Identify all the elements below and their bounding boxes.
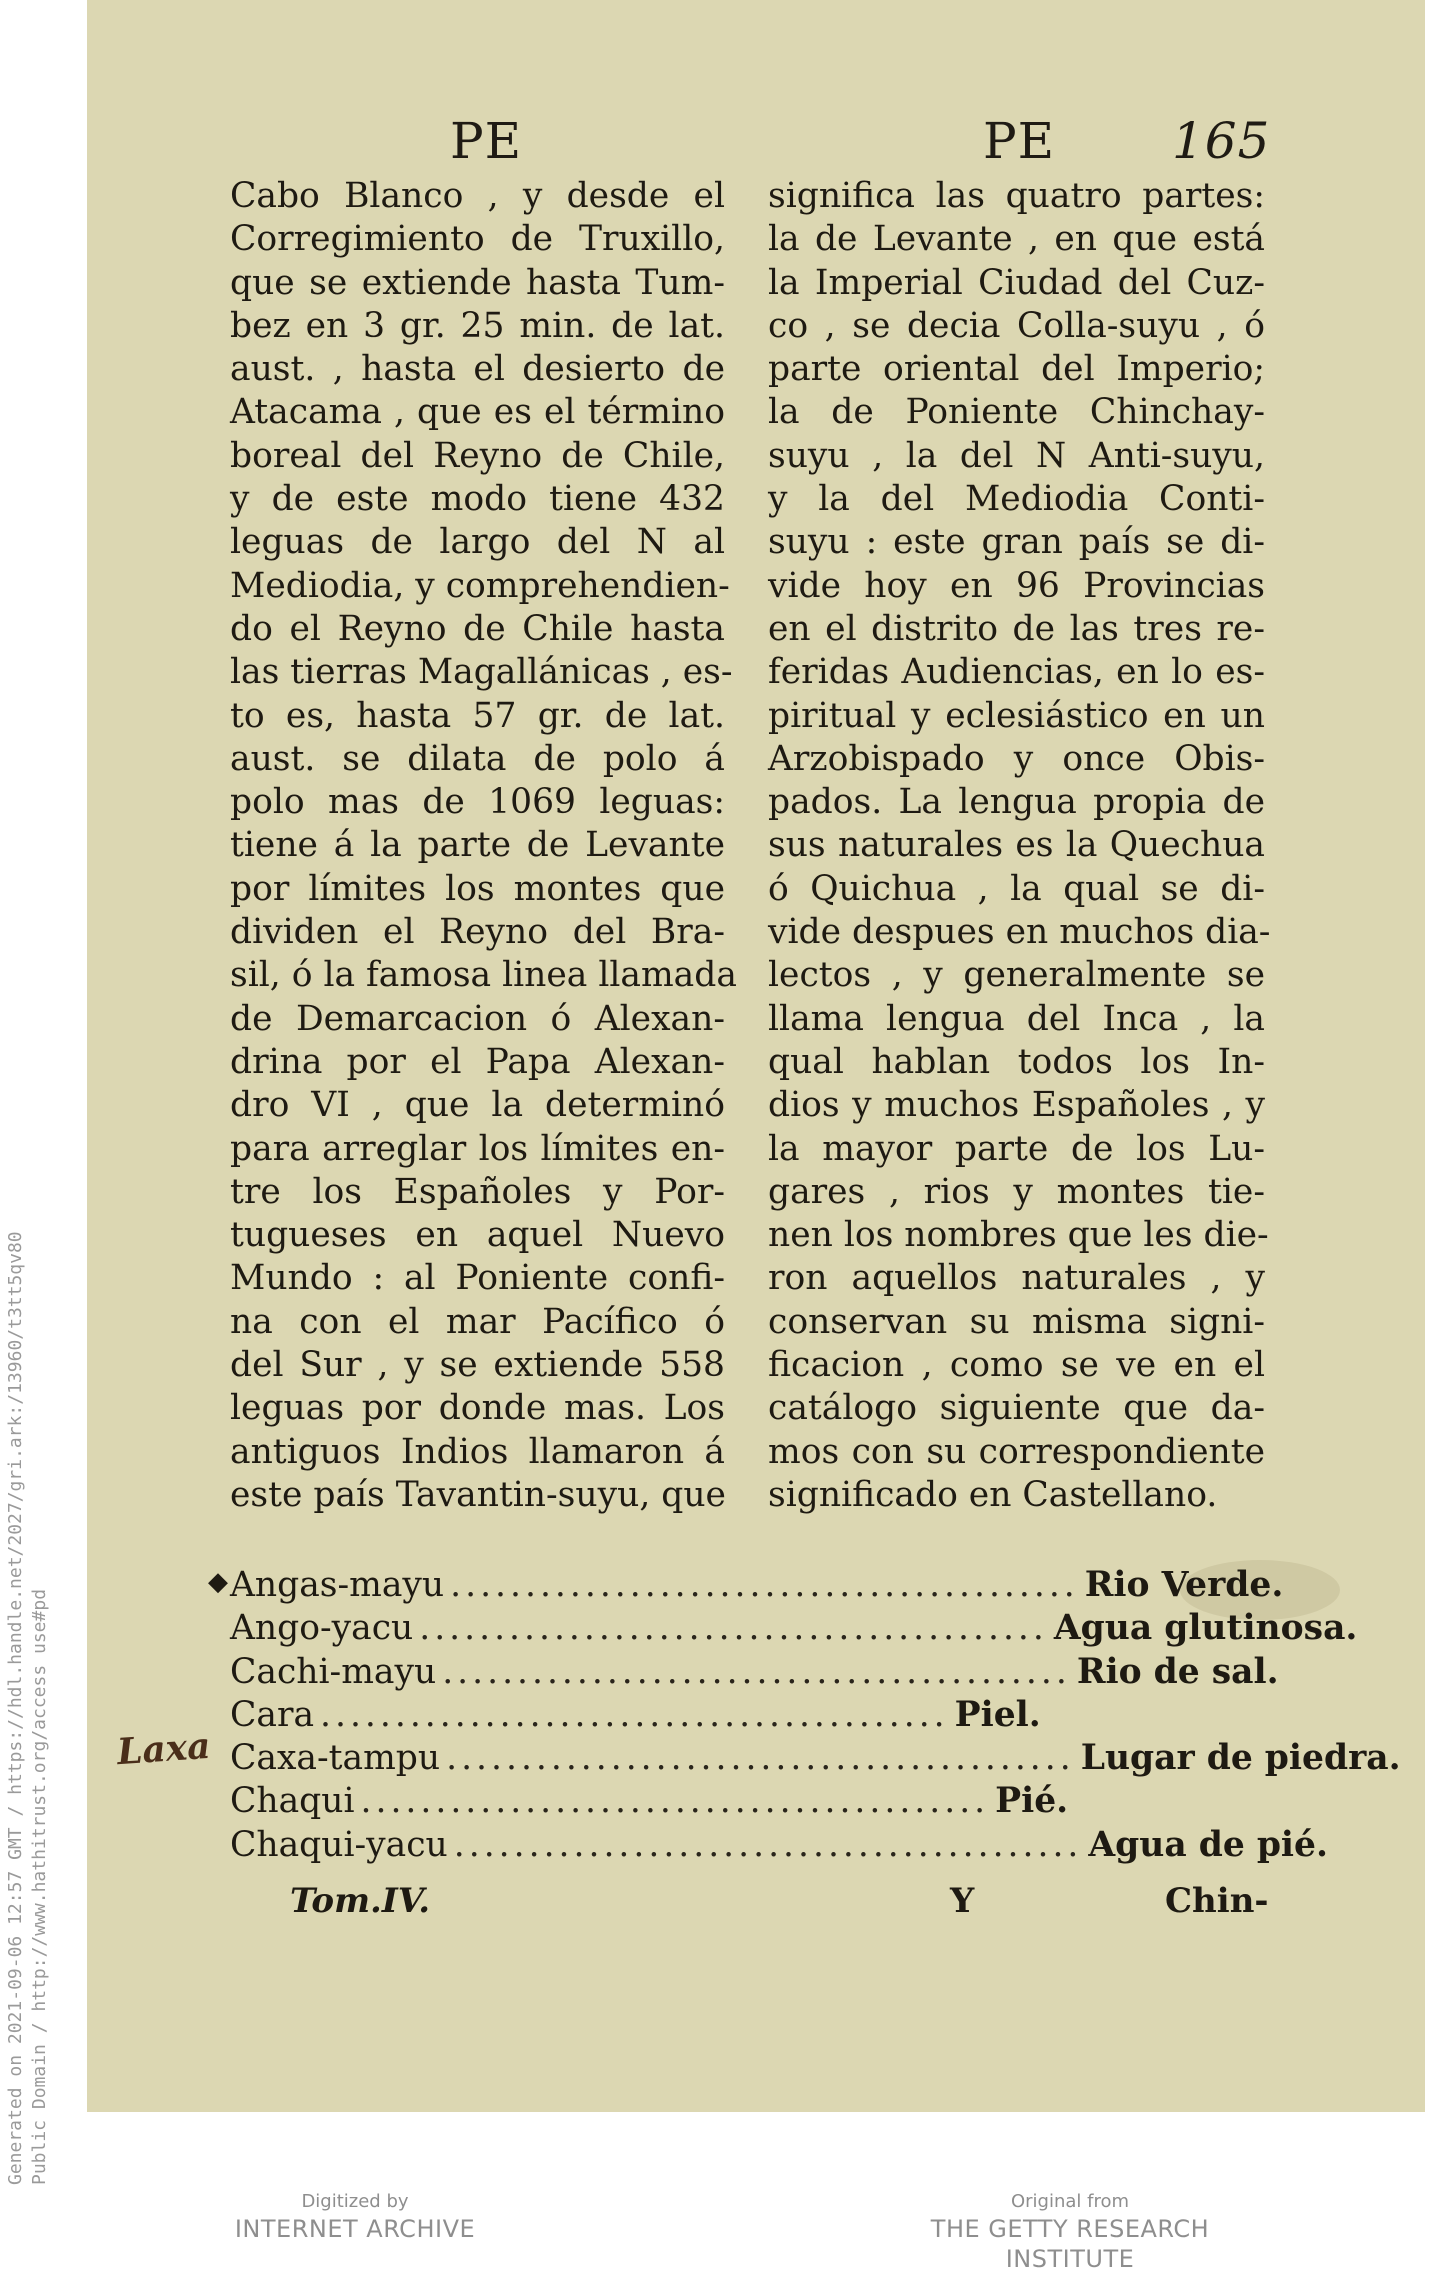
text-line: tre los Españoles y Por-: [230, 1171, 725, 1212]
text-line: vide despues en muchos dia-: [768, 912, 1271, 953]
text-line: suyu , la del N Anti-suyu,: [768, 435, 1265, 476]
text-line: polo mas de 1069 leguas:: [230, 782, 725, 823]
glossary-row: [230, 1737, 1401, 1780]
text-line: dividen el Reyno del Bra-: [230, 912, 725, 953]
text-line: pados. La lengua propia de: [768, 782, 1265, 823]
credit-original-big: THE GETTY RESEARCH INSTITUTE: [930, 2215, 1210, 2273]
text-line: del Sur , y se extiende 558: [230, 1345, 725, 1386]
text-line: y la del Mediodia Conti-: [768, 479, 1265, 520]
text-line: llama lengua del Inca , la: [768, 998, 1265, 1039]
glossary-term: Caxa-tampu: [230, 1738, 441, 1779]
dot-leader: ..........................................: [446, 1738, 1075, 1779]
text-line: dro VI , que la determinó: [230, 1085, 725, 1126]
dot-leader: ..........................................: [360, 1781, 990, 1822]
text-line: Mundo : al Poniente confi-: [230, 1258, 725, 1299]
credit-original: [870, 2190, 1270, 2274]
text-line: en el distrito de las tres re-: [768, 608, 1265, 649]
glossary-row: [230, 1780, 1280, 1823]
text-line: lectos , y generalmente se: [768, 955, 1265, 996]
glossary-row: [230, 1824, 1329, 1867]
text-line: por límites los montes que: [230, 868, 725, 909]
glossary-row: [230, 1564, 1284, 1607]
right-running-head: PE: [983, 112, 1056, 170]
text-line: na con el mar Pacífico ó: [230, 1301, 725, 1342]
text-line: ó Quichua , la qual se di-: [768, 868, 1265, 909]
side-note-line-2: Public Domain / http://www.hathitrust.org/access use#pd: [29, 1588, 50, 2185]
left-running-head: PE: [450, 112, 523, 170]
text-line: Arzobispado y once Obis-: [768, 738, 1265, 779]
page-number: 165: [1172, 112, 1271, 170]
glossary-definition: Piel.: [954, 1694, 1041, 1735]
dot-leader: ..........................................: [320, 1694, 949, 1735]
text-line: significa las quatro partes:: [768, 176, 1265, 216]
left-text-column: [230, 175, 737, 1517]
text-line: tiene á la parte de Levante: [230, 825, 725, 866]
glossary-definition: Agua glutinosa.: [1053, 1608, 1358, 1649]
credit-digitized-big: INTERNET ARCHIVE: [234, 2215, 476, 2243]
text-line: co , se decia Colla-suyu , ó: [768, 305, 1265, 346]
text-line: aust. , hasta el desierto de: [230, 349, 725, 390]
signature-mark: Y: [950, 1881, 975, 1922]
catchword: Chin-: [1165, 1881, 1269, 1922]
text-line: gares , rios y montes tie-: [768, 1171, 1265, 1212]
hathitrust-side-note: [4, 1231, 52, 2185]
text-line: piritual y eclesiástico en un: [768, 695, 1265, 736]
credit-original-small: Original from: [1010, 2191, 1130, 2212]
text-line: qual hablan todos los In-: [768, 1041, 1265, 1082]
text-line: conservan su misma signi-: [768, 1301, 1265, 1342]
glossary-row: [230, 1651, 1280, 1694]
text-line: do el Reyno de Chile hasta: [230, 608, 725, 649]
text-line: Atacama , que es el término: [230, 392, 725, 433]
text-line: Mediodia, y comprehendien-: [230, 565, 730, 606]
glossary-definition: Pié.: [995, 1781, 1069, 1822]
dot-leader: ..........................................: [453, 1824, 1083, 1865]
glossary-term: Cara: [230, 1694, 315, 1735]
text-line: la de Poniente Chinchay-: [768, 392, 1265, 433]
glossary-term: Cachi-mayu: [230, 1651, 437, 1692]
text-line: ron aquellos naturales , y: [768, 1258, 1265, 1299]
handwritten-margin-note: Laxa: [115, 1724, 212, 1774]
text-line: feridas Audiencias, en lo es-: [768, 652, 1265, 693]
glossary-term: Chaqui: [230, 1781, 355, 1822]
glossary-row: [230, 1607, 1358, 1650]
credit-digitized-small: Digitized by: [301, 2191, 409, 2212]
text-line: bez en 3 gr. 25 min. de lat.: [230, 305, 725, 346]
text-line: Corregimiento de Truxillo,: [230, 219, 725, 260]
glossary-table: [230, 1564, 1401, 1867]
right-text-column: [768, 175, 1271, 1517]
bullet-mark-icon: ◆: [208, 1567, 228, 1597]
side-note-line-1: Generated on 2021-09-06 12:57 GMT / https://hdl.handle.net/2027/gri.ark:/13960/t3tt5qv80: [5, 1231, 26, 2185]
glossary-term: Ango-yacu: [230, 1608, 414, 1649]
glossary-definition: Rio de sal.: [1076, 1651, 1279, 1692]
text-line: mos con su correspondiente: [768, 1431, 1265, 1472]
text-line: para arreglar los límites en-: [230, 1128, 725, 1169]
text-line: catálogo siguiente que da-: [768, 1388, 1265, 1429]
text-line: vide hoy en 96 Provincias: [768, 565, 1265, 606]
dot-leader: ..........................................: [419, 1608, 1048, 1649]
text-line: las tierras Magallánicas , es-: [230, 652, 733, 693]
text-line: sil, ó la famosa linea llamada: [230, 955, 737, 996]
glossary-definition: Rio Verde.: [1084, 1565, 1284, 1605]
text-line: significado en Castellano.: [768, 1474, 1218, 1515]
text-line: sus naturales es la Quechua: [768, 825, 1265, 866]
text-line: Cabo Blanco , y desde el: [230, 176, 725, 216]
glossary-definition: Agua de pié.: [1088, 1824, 1329, 1865]
text-line: leguas de largo del N al: [230, 522, 725, 563]
credit-digitized: [230, 2190, 480, 2244]
text-line: leguas por donde mas. Los: [230, 1388, 725, 1429]
text-line: la Imperial Ciudad del Cuz-: [768, 262, 1265, 303]
glossary-definition: Lugar de piedra.: [1080, 1738, 1401, 1779]
dot-leader: ..........................................: [450, 1565, 1079, 1605]
text-line: tugueses en aquel Nuevo: [230, 1215, 725, 1256]
text-line: nen los nombres que les die-: [768, 1215, 1269, 1256]
text-line: la de Levante , en que está: [768, 219, 1265, 260]
text-line: suyu : este gran país se di-: [768, 522, 1265, 563]
text-line: to es, hasta 57 gr. de lat.: [230, 695, 725, 736]
text-line: que se extiende hasta Tum-: [230, 262, 725, 303]
text-line: dios y muchos Españoles , y: [768, 1085, 1265, 1126]
text-line: boreal del Reyno de Chile,: [230, 435, 725, 476]
text-line: y de este modo tiene 432: [230, 479, 725, 520]
text-line: ficacion , como se ve en el: [768, 1345, 1265, 1386]
glossary-term: Angas-mayu: [230, 1565, 445, 1605]
text-line: antiguos Indios llamaron á: [230, 1431, 725, 1472]
text-line: la mayor parte de los Lu-: [768, 1128, 1265, 1169]
text-line: drina por el Papa Alexan-: [230, 1041, 725, 1082]
dot-leader: ..........................................: [442, 1651, 1071, 1692]
glossary-term: Chaqui-yacu: [230, 1824, 448, 1865]
text-line: este país Tavantin-suyu, que: [230, 1474, 726, 1515]
text-line: de Demarcacion ó Alexan-: [230, 998, 725, 1039]
text-line: parte oriental del Imperio;: [768, 349, 1265, 390]
text-line: aust. se dilata de polo á: [230, 738, 725, 779]
glossary-row: [230, 1694, 1280, 1737]
volume-mark: Tom.IV.: [290, 1881, 431, 1922]
